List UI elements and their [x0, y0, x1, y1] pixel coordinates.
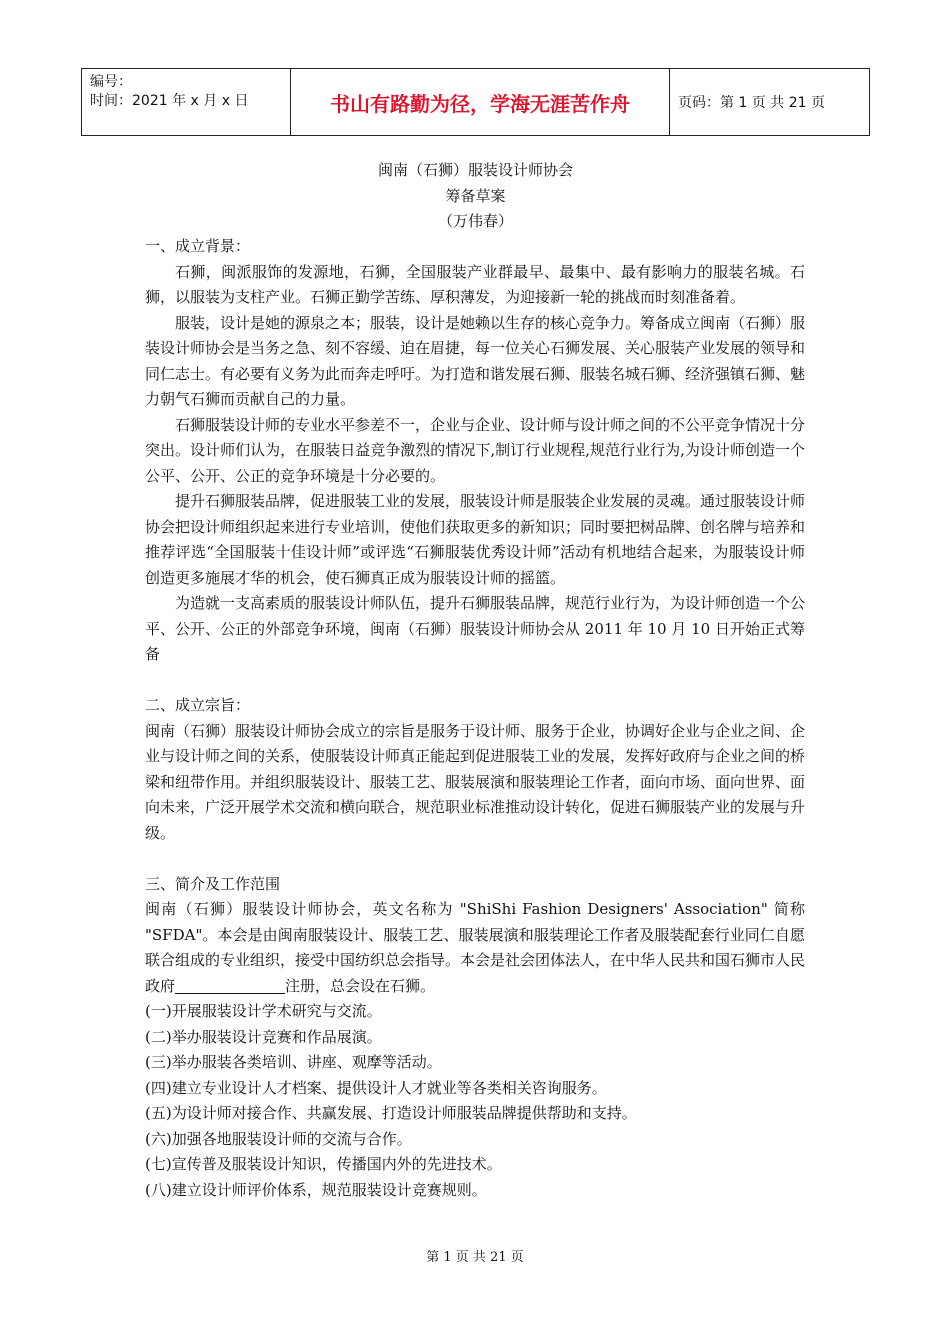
- document-time-label: 时间：2021 年 x 月 x 日: [90, 93, 249, 109]
- header-page-info: 页码：第 1 页 共 21 页: [670, 69, 870, 136]
- header-table: [81, 68, 870, 136]
- paragraph-text: 注册，总会设在石狮。: [285, 976, 436, 995]
- title-block: [81, 158, 870, 235]
- list-item: (二)举办服装设计竞赛和作品展演。: [145, 1027, 382, 1046]
- section-heading: 三、简介及工作范围: [145, 874, 281, 893]
- spacer: [145, 846, 805, 872]
- list-item: (三)举办服装各类培训、讲座、观摩等活动。: [145, 1053, 442, 1071]
- list-item: (六)加强各地服装设计师的交流与合作。: [145, 1129, 412, 1148]
- paragraph: 提升石狮服装品牌，促进服装工业的发展，服装设计师是服装企业发展的灵魂。通过服装设计师协会把设计师组织起来进行专业培训，使他们获取更多的新知识；同时要把树品牌、创名牌与培养和推荐评选“全国服装十佳设计师”或评选“石狮服装优秀设计师”活动有机地结合起来，为服装设计师创造更多施展才华的机会，使石狮真正成为服装设计师的摇篮。: [145, 492, 806, 587]
- paragraph: 石狮，闽派服饰的发源地，石狮，全国服装产业群最早、最集中、最有影响力的服装名城。石狮，以服装为支柱产业。石狮正勤学苦练、厚积薄发，为迎接新一轮的挑战而时刻准备着。: [145, 262, 805, 306]
- list-item: (四)建立专业设计人才档案、提供设计人才就业等各类相关咨询服务。: [145, 1078, 607, 1097]
- paragraph: [145, 897, 805, 999]
- paragraph-text: 闽南（石狮）服装设计师协会，英文名称为 "ShiShi Fashion Designers' Association" 简称 "SFDA"。本会是由闽南服装设计、服装工艺、服装展演和服装理论工作者及服装配套行业同仁自愿联合组成的专业组织，接受中国纺织总会指导。本会是社会团体法人，在中华人民共和国石狮市人民政府: [145, 900, 806, 995]
- list-item: (八)建立设计师评价体系，规范服装设计竞赛规则。: [145, 1180, 487, 1199]
- header-meta-cell: [82, 69, 291, 136]
- page-footer: 第 1 页 共 21 页: [426, 1250, 524, 1265]
- list-item: (一)开展服装设计学术研究与交流。: [145, 1002, 382, 1020]
- spacer: [145, 668, 805, 694]
- document-body: [145, 234, 805, 1203]
- list-item: (七)宣传普及服装设计知识，传播国内外的先进技术。: [145, 1155, 502, 1173]
- paragraph: 闽南（石狮）服装设计师协会成立的宗旨是服务于设计师、服务于企业，协调好企业与企业之间、企业与设计师之间的关系，使服装设计师真正能起到促进服装工业的发展，发挥好政府与企业之间的桥梁和纽带作用。并组织服装设计、服装工艺、服装展演和服装理论工作者，面向市场、面向世界、面向未来，广泛开展学术交流和横向联合，规范职业标准推动设计转化，促进石狮服装产业的发展与升级。: [145, 721, 806, 842]
- paragraph: 为造就一支高素质的服装设计师队伍，提升石狮服装品牌，规范行业行为，为设计师创造一个公平、公开、公正的外部竞争环境，闽南（石狮）服装设计师协会从 2011 年 10 月 10 日开始正式筹备: [145, 594, 806, 663]
- document-author: （万伟春）: [437, 212, 513, 230]
- section-heading: 一、成立背景：: [145, 237, 251, 255]
- paragraph: 服装，设计是她的源泉之本；服装，设计是她赖以生存的核心竞争力。筹备成立闽南（石狮）服装设计师协会是当务之急、刻不容缓、迫在眉捷，每一位关心石狮发展、关心服装产业发展的领导和同仁志士。有必要有义务为此而奔走呼吁。为打造和谐发展石狮、服装名城石狮、经济强镇石狮、魅力朝气石狮而贡献自己的力量。: [145, 313, 806, 408]
- document-title: 闽南（石狮）服装设计师协会: [377, 161, 573, 179]
- paragraph: 石狮服装设计师的专业水平参差不一，企业与企业、设计师与设计师之间的不公平竞争情况十分突出。设计师们认为，在服装日益竞争激烈的情况下,制订行业规程,规范行业行为,为设计师创造一个公平、公开、公正的竞争环境是十分必要的。: [145, 415, 806, 485]
- fill-in-blank: [175, 977, 285, 994]
- header-motto: 书山有路勤为径，学海无涯苦作舟: [291, 69, 670, 136]
- section-heading: 二、成立宗旨：: [145, 696, 251, 714]
- document-subtitle: 筹备草案: [445, 186, 506, 205]
- list-item: (五)为设计师对接合作、共赢发展、打造设计师服装品牌提供帮助和支持。: [145, 1104, 637, 1122]
- document-number-label: 编号：: [90, 74, 132, 90]
